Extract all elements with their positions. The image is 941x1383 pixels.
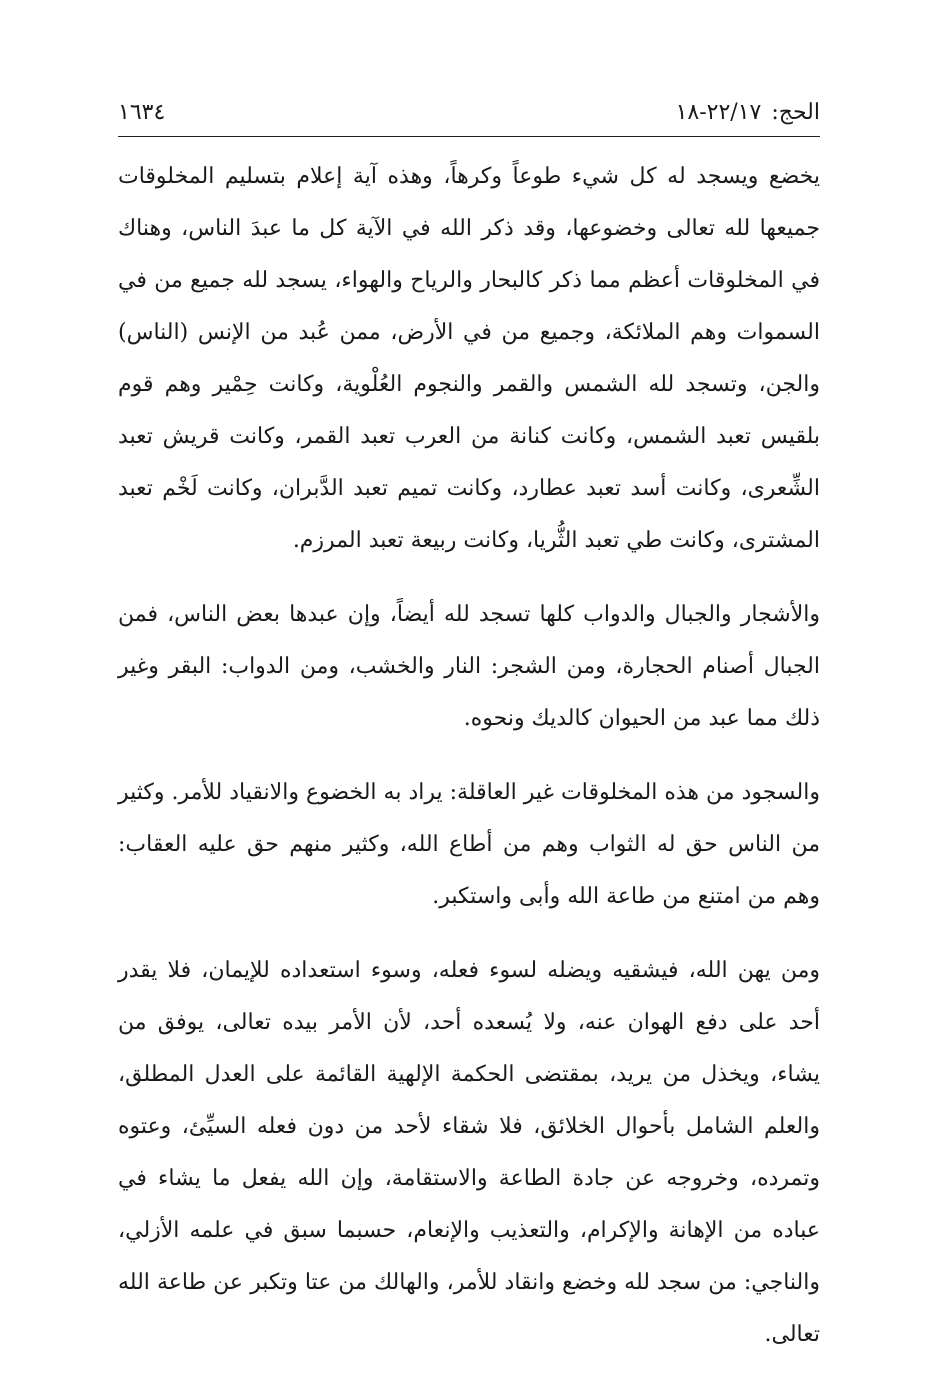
paragraph-2: والأشجار والجبال والدواب كلها تسجد لله أيضاً، وإن عبدها بعض الناس، فمن الجبال أصنام الحجارة، ومن الشجر: النار والخشب، ومن الدواب: البقر وغير ذلك مما عبد من الحيوان كالديك ونحوه. (118, 602, 820, 731)
paragraph-1: يخضع ويسجد له كل شيء طوعاً وكرهاً، وهذه آية إعلام بتسليم المخلوقات جميعها لله تعالى وخضوعها، وقد ذكر الله في الآية كل ما عبدَ الناس، وهناك في المخلوقات أعظم مما ذكر كالبحار والرياح والهواء، يسجد لله جميع من في السموات وهم الملائكة، وجميع من في الأرض، ممن عُبد من الإنس (الناس) والجن، وتسجد لله الشمس والقمر والنجوم العُلْوية، وكانت حِمْير وهم قوم بلقيس تعبد الشمس، وكانت كنانة من العرب تعبد القمر، وكانت قريش تعبد الشِّعرى، وكانت أسد تعبد عطارد، وكانت تميم تعبد الدَّبران، وكانت لَخْم تعبد المشترى، وكانت طي تعبد الثُّريا، وكانت ربيعة تعبد المرزم. (118, 164, 820, 553)
body-text (118, 151, 820, 1361)
chapter-reference (676, 96, 820, 130)
running-header (118, 96, 820, 137)
paragraph-4: ومن يهن الله، فيشقيه ويضله لسوء فعله، وسوء استعداده للإيمان، فلا يقدر أحد على دفع الهوان عنه، ولا يُسعده أحد، لأن الأمر بيده تعالى، يوفق من يشاء، ويخذل من يريد، بمقتضى الحكمة الإلهية القائمة على العدل المطلق، والعلم الشامل بأحوال الخلائق، فلا شقاء لأحد من دون فعله السيِّئ، وعتوه وتمرده، وخروجه عن جادة الطاعة والاستقامة، وإن الله يفعل ما يشاء في عباده من الإهانة والإكرام، والتعذيب والإنعام، حسبما سبق في علمه الأزلي، والناجي: من سجد لله وخضع وانقاد للأمر، والهالك من عتا وتكبر عن طاعة الله تعالى. (118, 958, 820, 1347)
surah-name: الحج: (771, 100, 820, 125)
book-page (118, 96, 820, 1383)
verse-range: ٢٢/١٧-١٨ (675, 100, 762, 125)
page-number: ١٦٣٤ (118, 100, 166, 125)
paragraph-3: والسجود من هذه المخلوقات غير العاقلة: يراد به الخضوع والانقياد للأمر. وكثير من الناس حق له الثواب وهم من أطاع الله، وكثير منهم حق عليه العقاب: وهم من امتنع من طاعة الله وأبى واستكبر. (118, 780, 820, 909)
